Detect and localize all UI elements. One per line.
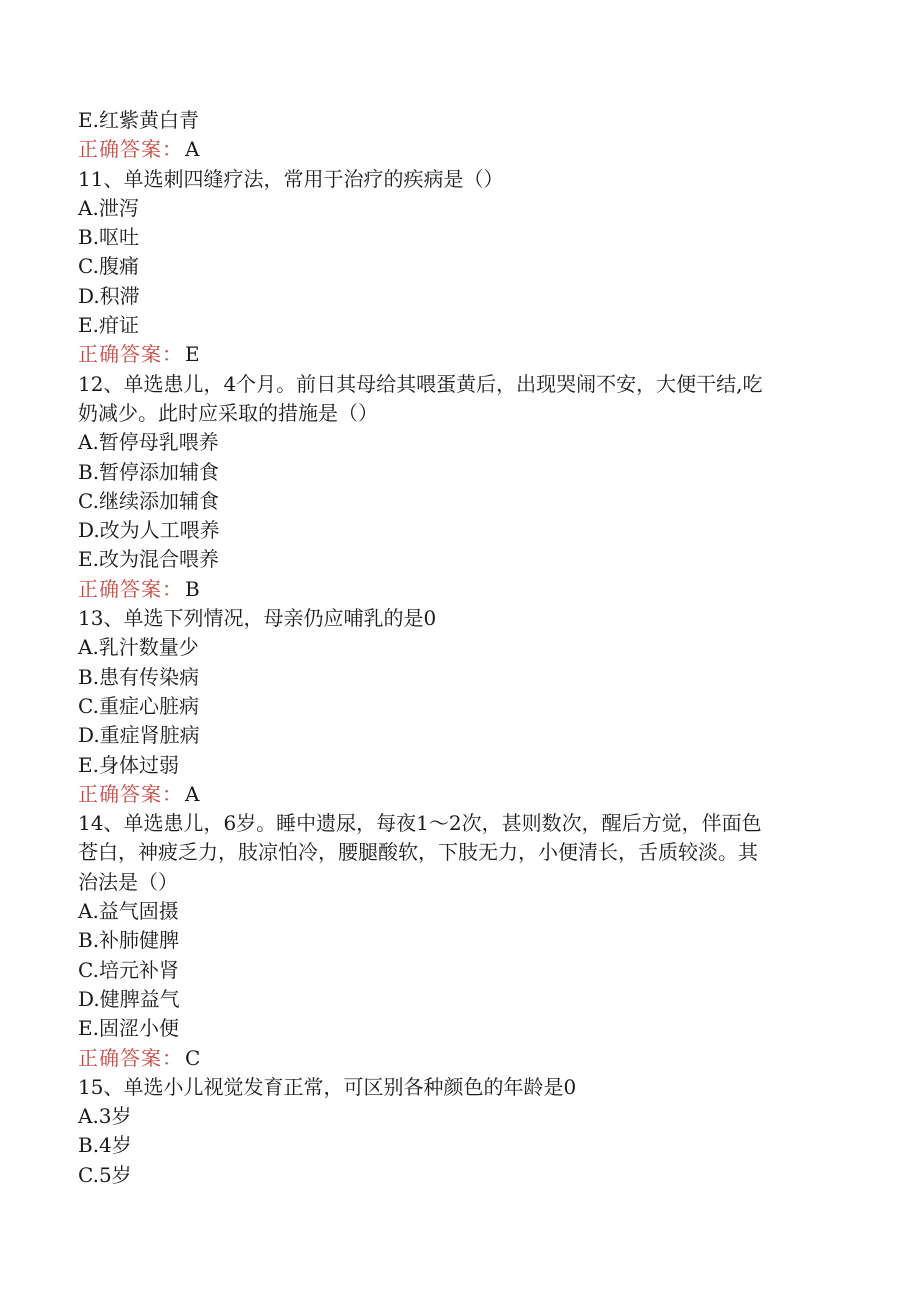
q12-option-d: D.改为人工喂养 — [78, 518, 220, 543]
prev-option-e: E.红紫黄白青 — [78, 108, 199, 132]
q13-option-c: C.重症心脏病 — [78, 693, 199, 718]
q13-stem: 13、单选下列情况，母亲仍应哺乳的是0 — [78, 606, 437, 631]
q11-option-e: E.疳证 — [78, 313, 139, 338]
q12-option-e: E.改为混合喂养 — [78, 547, 219, 572]
q13-option-a: A.乳汁数量少 — [78, 635, 199, 660]
q11-stem: 11、单选刺四缝疗法，常用于治疗的疾病是（） — [78, 166, 504, 191]
prev-answer — [78, 135, 838, 164]
q14-stem-line-1: 14、单选患儿，6岁。睡中遗尿，每夜1～2次，甚则数次，醒后方觉，伴面色 — [78, 811, 762, 836]
q13-answer — [78, 780, 838, 809]
q14-answer — [78, 1044, 838, 1073]
q12-stem-line-1: 12、单选患儿，4个月。前日其母给其喂蛋黄后，出现哭闹不安，大便干结,吃 — [78, 371, 763, 396]
q12-answer — [78, 575, 838, 604]
q15-option-b: B.4岁 — [78, 1133, 132, 1158]
q12-stem-line-2: 奶减少。此时应采取的措施是（） — [78, 400, 378, 425]
q12-option-b: B.暂停添加辅食 — [78, 459, 220, 484]
q11-option-c: C.腹痛 — [78, 254, 139, 279]
q13-option-e: E.身体过弱 — [78, 752, 179, 777]
answer-value: B — [185, 576, 200, 601]
answer-label: 正确答案： — [78, 1045, 183, 1070]
q11-option-a: A.泄泻 — [78, 195, 139, 220]
q13-option-d: D.重症肾脏病 — [78, 723, 200, 748]
answer-label: 正确答案： — [78, 137, 183, 162]
q14-option-e: E.固涩小便 — [78, 1016, 179, 1041]
q14-option-d: D.健脾益气 — [78, 986, 180, 1011]
q15-option-c: C.5岁 — [78, 1162, 132, 1187]
answer-label: 正确答案： — [78, 781, 183, 806]
answer-label: 正确答案： — [78, 576, 183, 601]
q14-option-b: B.补肺健脾 — [78, 928, 180, 953]
q15-option-a: A.3岁 — [78, 1104, 132, 1129]
q11-option-d: D.积滞 — [78, 283, 140, 308]
answer-value: A — [185, 137, 200, 162]
q14-option-a: A.益气固摄 — [78, 899, 179, 924]
answer-label: 正确答案： — [78, 342, 183, 367]
q11-option-b: B.呕吐 — [78, 225, 140, 250]
q14-stem-line-3: 治法是（） — [78, 869, 178, 894]
q15-stem: 15、单选小儿视觉发育正常，可区别各种颜色的年龄是0 — [78, 1074, 577, 1099]
q12-option-a: A.暂停母乳喂养 — [78, 430, 219, 455]
answer-value: C — [185, 1045, 201, 1070]
q12-option-c: C.继续添加辅食 — [78, 488, 219, 513]
q14-option-c: C.培元补肾 — [78, 957, 179, 982]
q14-stem-line-2: 苍白，神疲乏力，肢凉怕冷，腰腿酸软，下肢无力，小便清长，舌质较淡。其 — [78, 840, 758, 865]
document-page — [78, 106, 838, 1190]
answer-value: E — [185, 342, 200, 367]
q11-answer — [78, 340, 838, 369]
q13-option-b: B.患有传染病 — [78, 664, 200, 689]
answer-value: A — [185, 781, 200, 806]
